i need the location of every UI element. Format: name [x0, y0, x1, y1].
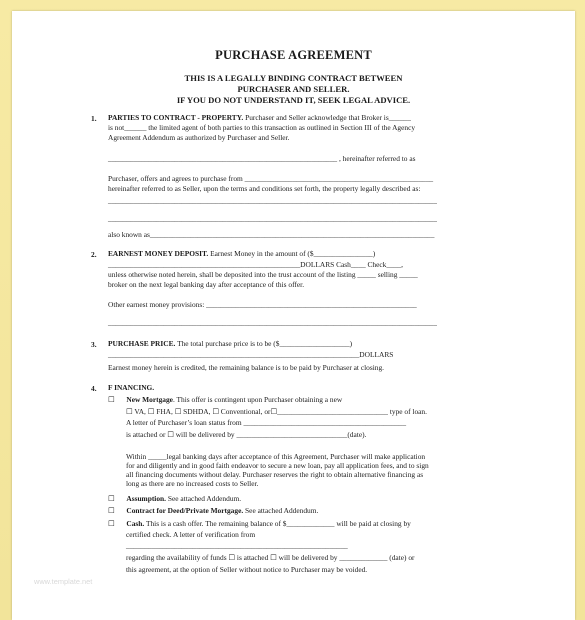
section-3-line-2: ____________________________________________________________________DOLLARS: [108, 350, 394, 359]
assumption-checkbox[interactable]: ☐: [108, 494, 115, 503]
cash-row: [108, 519, 411, 529]
cash-line-2: certified check. A letter of verification from: [126, 530, 256, 539]
section-1-line-2: is not______ the limited agent of both parties to this transaction as outlined in Section III of the Agency: [108, 123, 416, 132]
loan-types-line: ☐ VA, ☐ FHA, ☐ SDHDA, ☐ Conventional, or☐______________________________ type of loan.: [126, 407, 427, 416]
section-1-first-line: [108, 113, 411, 123]
section-3-line-1: The total purchase price is to be ($___________________): [177, 339, 353, 348]
watermark: www.template.net: [34, 577, 93, 586]
section-3-heading: PURCHASE PRICE.: [108, 339, 176, 348]
section-4-number: 4.: [91, 384, 97, 393]
section-1-line-5: Purchaser, offers and agrees to purchase from ___________________________________________________: [108, 174, 434, 183]
cash-line-5: this agreement, at the option of Seller without notice to Purchaser may be voided.: [126, 565, 368, 574]
section-2-number: 2.: [91, 250, 97, 259]
section-1-number: 1.: [91, 114, 97, 123]
section-3-line-3: Earnest money herein is credited, the remaining balance is to be paid by Purchaser at closing.: [108, 363, 385, 372]
loan-status-line: A letter of Purchaser’s loan status from ____________________________________________: [126, 418, 407, 427]
assumption-text: See attached Addendum.: [166, 494, 242, 503]
document-page: [12, 11, 575, 620]
cash-line-3: ____________________________________________________________: [126, 541, 348, 550]
new-mortgage-text: . This offer is contingent upon Purchaser obtaining a new: [172, 395, 343, 404]
subtitle-line-3: IF YOU DO NOT UNDERSTAND IT, SEEK LEGAL ADVICE.: [176, 95, 411, 105]
new-mortgage-checkbox[interactable]: ☐: [108, 395, 115, 404]
subtitle-line-1: THIS IS A LEGALLY BINDING CONTRACT BETWEEN: [184, 73, 403, 83]
deed-checkbox[interactable]: ☐: [108, 506, 115, 515]
section-1-line-1: Purchaser and Seller acknowledge that Broker is______: [245, 113, 411, 122]
new-mortgage-label: New Mortgage: [126, 395, 173, 404]
deed-label: Contract for Deed/Private Mortgage.: [126, 506, 244, 515]
assumption-row: [108, 494, 241, 504]
section-2-line-1: Earnest Money in the amount of ($________________): [210, 249, 376, 258]
section-3-first-line: [108, 339, 352, 349]
within-line-4: long as there are no increased costs to Seller.: [126, 479, 259, 488]
cash-line-4: regarding the availability of funds ☐ is attached ☐ will be delivered by _____________ (date) or: [126, 553, 415, 562]
section-1-line-6: hereinafter referred to as Seller, upon the terms and conditions set forth, the property legally described as:: [108, 184, 421, 193]
subtitle-line-2: PURCHASER AND SELLER.: [237, 84, 350, 94]
cash-text: This is a cash offer. The remaining balance of $_____________ will be paid at closing by: [144, 519, 411, 528]
deed-row: [108, 506, 318, 516]
cash-label: Cash.: [126, 519, 145, 528]
section-1-line-4: ______________________________________________________________ , hereinafter referred to as: [108, 154, 416, 163]
section-2-line-4: broker on the next legal banking day after acceptance of this offer.: [108, 280, 305, 289]
section-2-first-line: [108, 249, 375, 259]
section-1-line-9: also known as_____________________________________________________________________________: [108, 230, 435, 239]
section-2-line-2: ____________________________________________________DOLLARS Cash____ Check____,: [108, 260, 404, 269]
section-1-line-7: _________________________________________________________________________________________: [108, 196, 437, 205]
section-2-line-3: unless otherwise noted herein, shall be deposited into the trust account of the listing _____ selling _____: [108, 270, 418, 279]
cash-checkbox[interactable]: ☐: [108, 519, 115, 528]
section-2-line-6: _________________________________________________________________________________________: [108, 318, 437, 327]
new-mortgage-row: [108, 395, 342, 405]
document-title: PURCHASE AGREEMENT: [215, 48, 372, 62]
section-2-heading: EARNEST MONEY DEPOSIT.: [108, 249, 209, 258]
within-line-2: for and diligently and in good faith endeavor to secure a new loan, pay all application fees, and to sign: [126, 461, 429, 470]
assumption-label: Assumption.: [126, 494, 166, 503]
section-2-line-5: Other earnest money provisions: _________________________________________________________: [108, 300, 417, 309]
within-line-3: all financing documents without delay. Purchaser reserves the right to obtain alternative financing as: [126, 470, 424, 479]
section-1-heading: PARTIES TO CONTRACT - PROPERTY.: [108, 113, 244, 122]
section-1-line-8: _________________________________________________________________________________________: [108, 214, 437, 223]
section-4-heading: F INANCING.: [108, 383, 155, 392]
section-1-line-3: Agreement Addendum as authorized by Purchaser and Seller.: [108, 133, 290, 142]
attached-line: is attached or ☐ will be delivered by ______________________________(date).: [126, 430, 367, 439]
deed-text: See attached Addendum.: [243, 506, 319, 515]
section-3-number: 3.: [91, 340, 97, 349]
within-line-1: Within _____legal banking days after acceptance of this Agreement, Purchaser will make application: [126, 452, 426, 461]
